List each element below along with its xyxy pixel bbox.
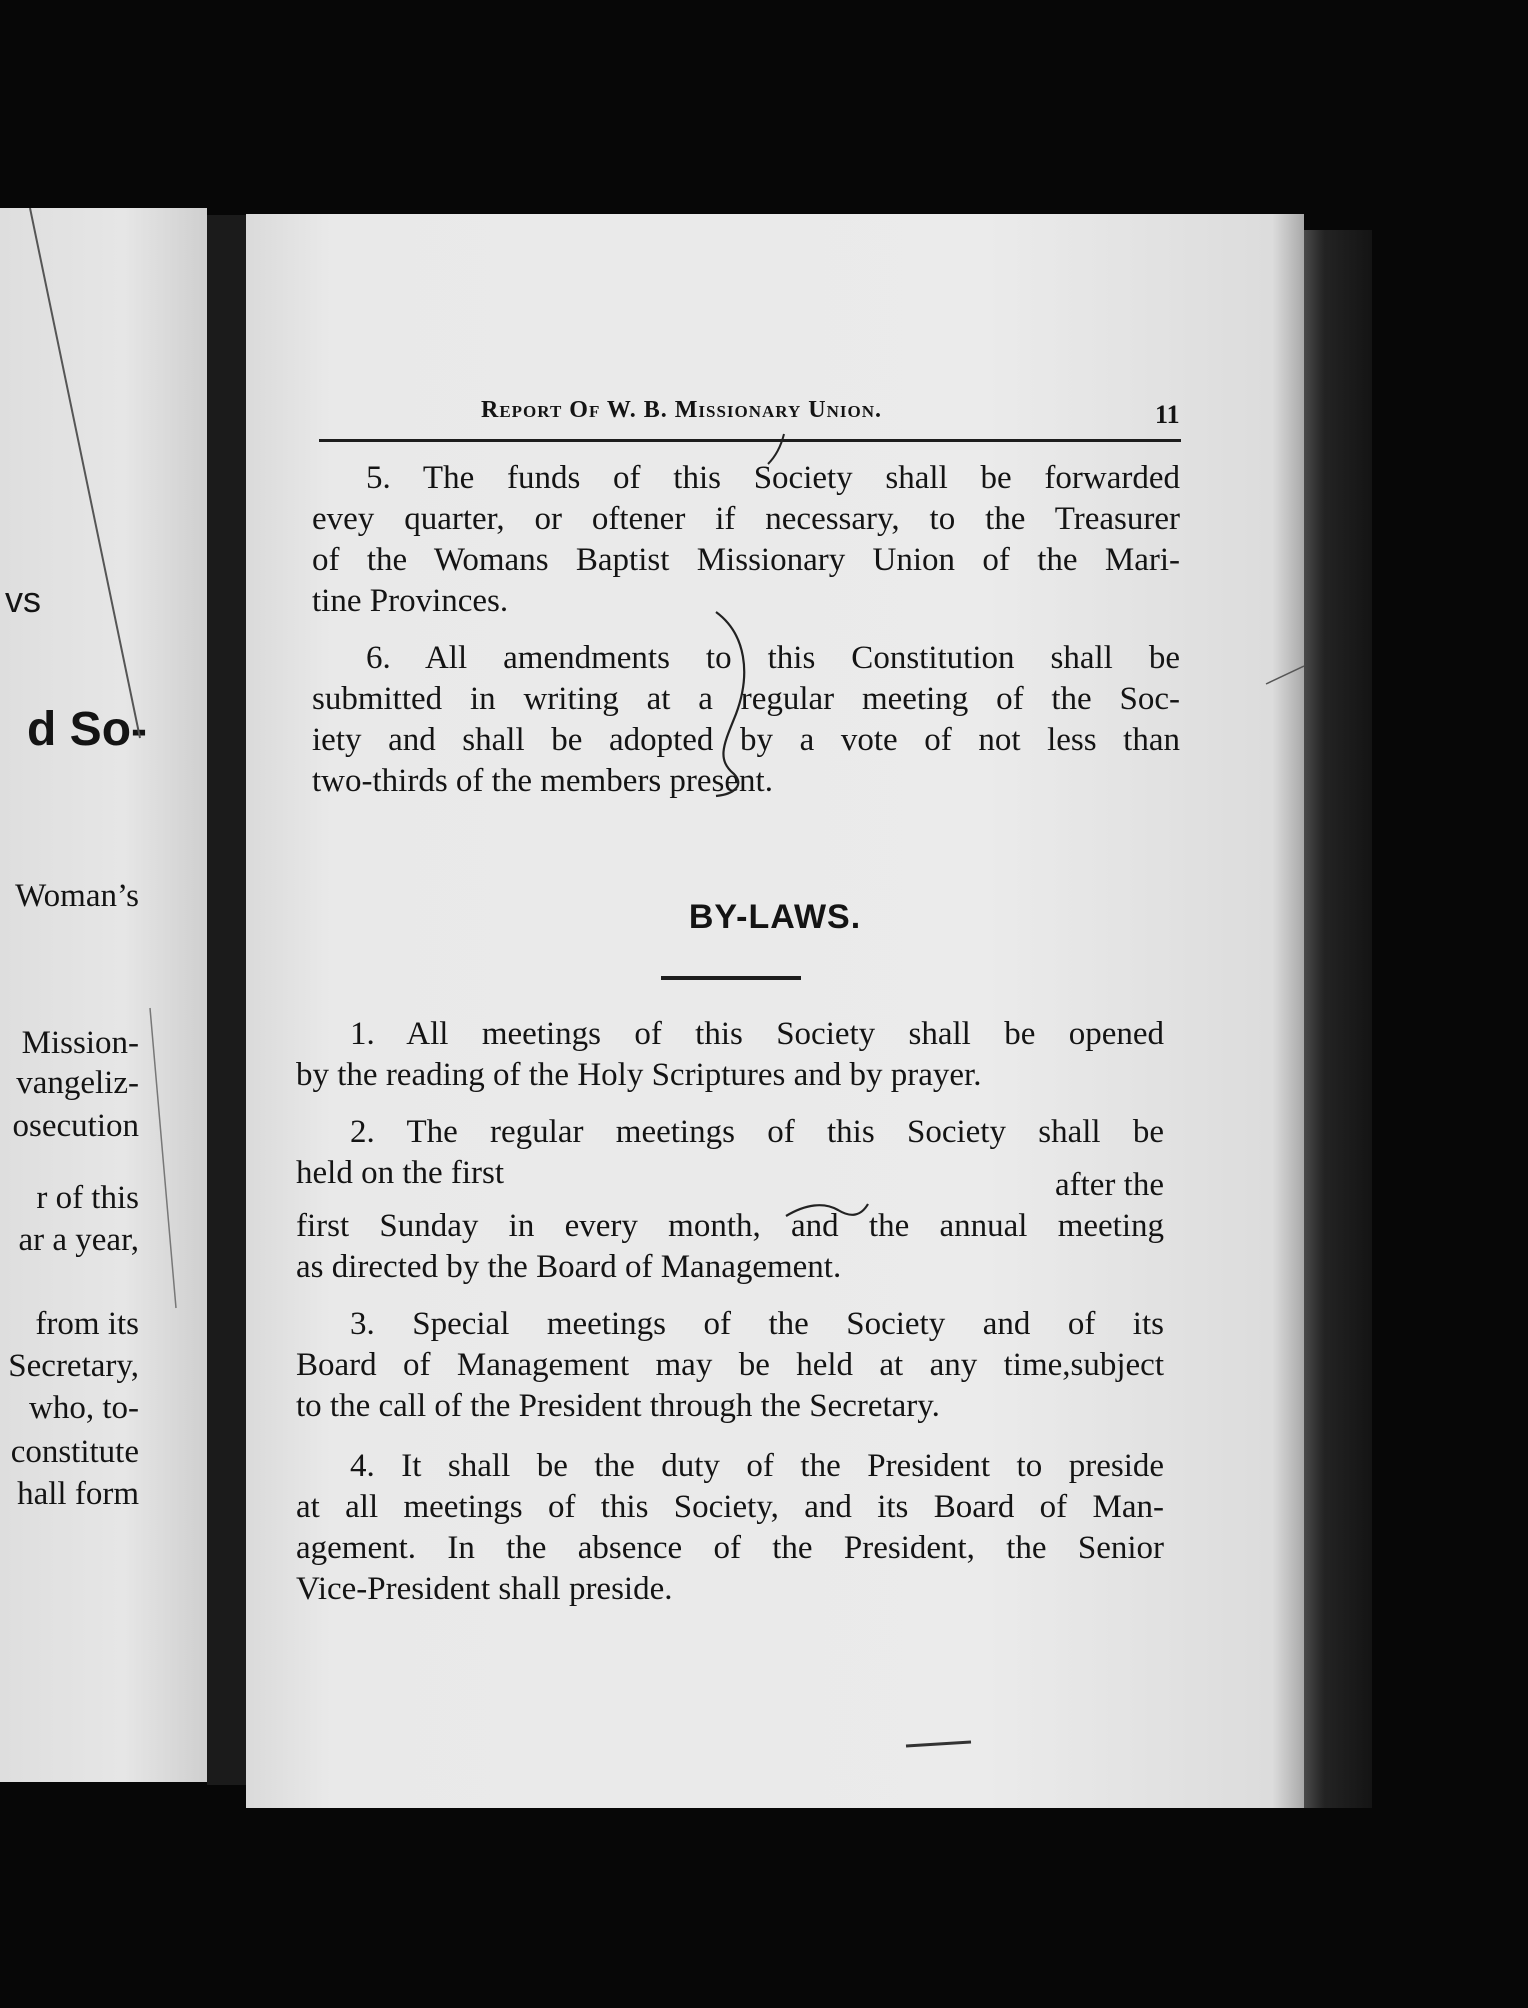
article-line: two-thirds of the members present. xyxy=(312,763,773,799)
bylaw-4 xyxy=(296,1446,1164,1610)
bylaw-number: 2. xyxy=(350,1114,375,1150)
left-page-fragment: ar a year, xyxy=(18,1222,139,1258)
bylaw-2 xyxy=(296,1112,1164,1288)
bylaw-line: Board of Management may be held at any time,subject xyxy=(296,1347,1164,1383)
article-line: submitted in writing at a regular meeting of the Soc- xyxy=(312,681,1180,717)
heading-rule xyxy=(661,976,801,980)
right-page xyxy=(246,214,1304,1808)
left-facing-page xyxy=(0,208,207,1782)
left-page-fragment: constitute xyxy=(10,1434,139,1470)
left-page-fragment: Mission- xyxy=(21,1025,139,1061)
bylaw-1 xyxy=(296,1014,1164,1096)
article-line: evey quarter, or oftener if necessary, to the Treasurer xyxy=(312,501,1180,537)
bylaw-line: Vice-President shall preside. xyxy=(296,1571,673,1607)
book-gutter xyxy=(207,215,250,1785)
left-page-fragment: Woman’s xyxy=(15,878,139,914)
left-page-fragment: Secretary, xyxy=(8,1348,139,1384)
bylaw-line: at all meetings of this Society, and its Board of Man- xyxy=(296,1489,1164,1525)
left-page-fragment: vs xyxy=(5,579,41,620)
bylaw-number: 3. xyxy=(350,1306,375,1342)
constitution-article-5 xyxy=(312,458,1180,622)
article-line: of the Womans Baptist Missionary Union of the Mari- xyxy=(312,542,1180,578)
bylaw-number: 1. xyxy=(350,1016,375,1052)
left-page-crease-marks xyxy=(0,208,207,1782)
left-page-fragment: d So- xyxy=(27,703,147,756)
constitution-article-6 xyxy=(312,638,1180,802)
running-head: Report Of W. B. Missionary Union. xyxy=(481,397,882,423)
article-number: 5. xyxy=(366,460,391,496)
bylaw-number: 4. xyxy=(350,1448,375,1484)
left-page-fragment: from its xyxy=(35,1306,139,1342)
bylaw-line: first Sunday in every month, and the annual meeting xyxy=(296,1208,1164,1244)
bylaw-line: after the xyxy=(1054,1167,1164,1203)
bylaws-heading: BY-LAWS. xyxy=(688,898,862,936)
bylaw-line: agement. In the absence of the President, the Senior xyxy=(296,1530,1164,1566)
bylaw-line: It shall be the duty of the President to preside xyxy=(401,1448,1165,1484)
bylaw-line: to the call of the President through the Secretary. xyxy=(296,1388,940,1424)
bylaw-line: All meetings of this Society shall be opened xyxy=(406,1016,1165,1052)
article-line: The funds of this Society shall be forwarded xyxy=(422,460,1180,496)
left-page-fragment: vangeliz- xyxy=(16,1065,139,1101)
bylaw-3 xyxy=(296,1304,1164,1427)
article-number: 6. xyxy=(366,640,391,676)
left-page-fragment: r of this xyxy=(36,1180,139,1216)
left-page-fragment: hall form xyxy=(17,1476,139,1512)
header-rule xyxy=(319,439,1181,442)
left-page-fragment: who, to- xyxy=(29,1390,139,1426)
left-page-fragment: osecution xyxy=(12,1108,139,1144)
page-number: 11 xyxy=(1155,400,1180,429)
bylaw-line: Special meetings of the Society and of its xyxy=(412,1306,1164,1342)
bylaw-line: held on the first xyxy=(296,1155,505,1191)
article-line: All amendments to this Constitution shall be xyxy=(424,640,1180,676)
article-line: tine Provinces. xyxy=(312,583,509,619)
bylaw-line: by the reading of the Holy Scriptures and by prayer. xyxy=(296,1057,982,1093)
bylaw-line: The regular meetings of this Society shall be xyxy=(406,1114,1165,1150)
article-line: iety and shall be adopted by a vote of not less than xyxy=(312,722,1180,758)
bylaw-line: as directed by the Board of Management. xyxy=(296,1249,842,1285)
page-stack-edge xyxy=(1304,230,1372,1808)
